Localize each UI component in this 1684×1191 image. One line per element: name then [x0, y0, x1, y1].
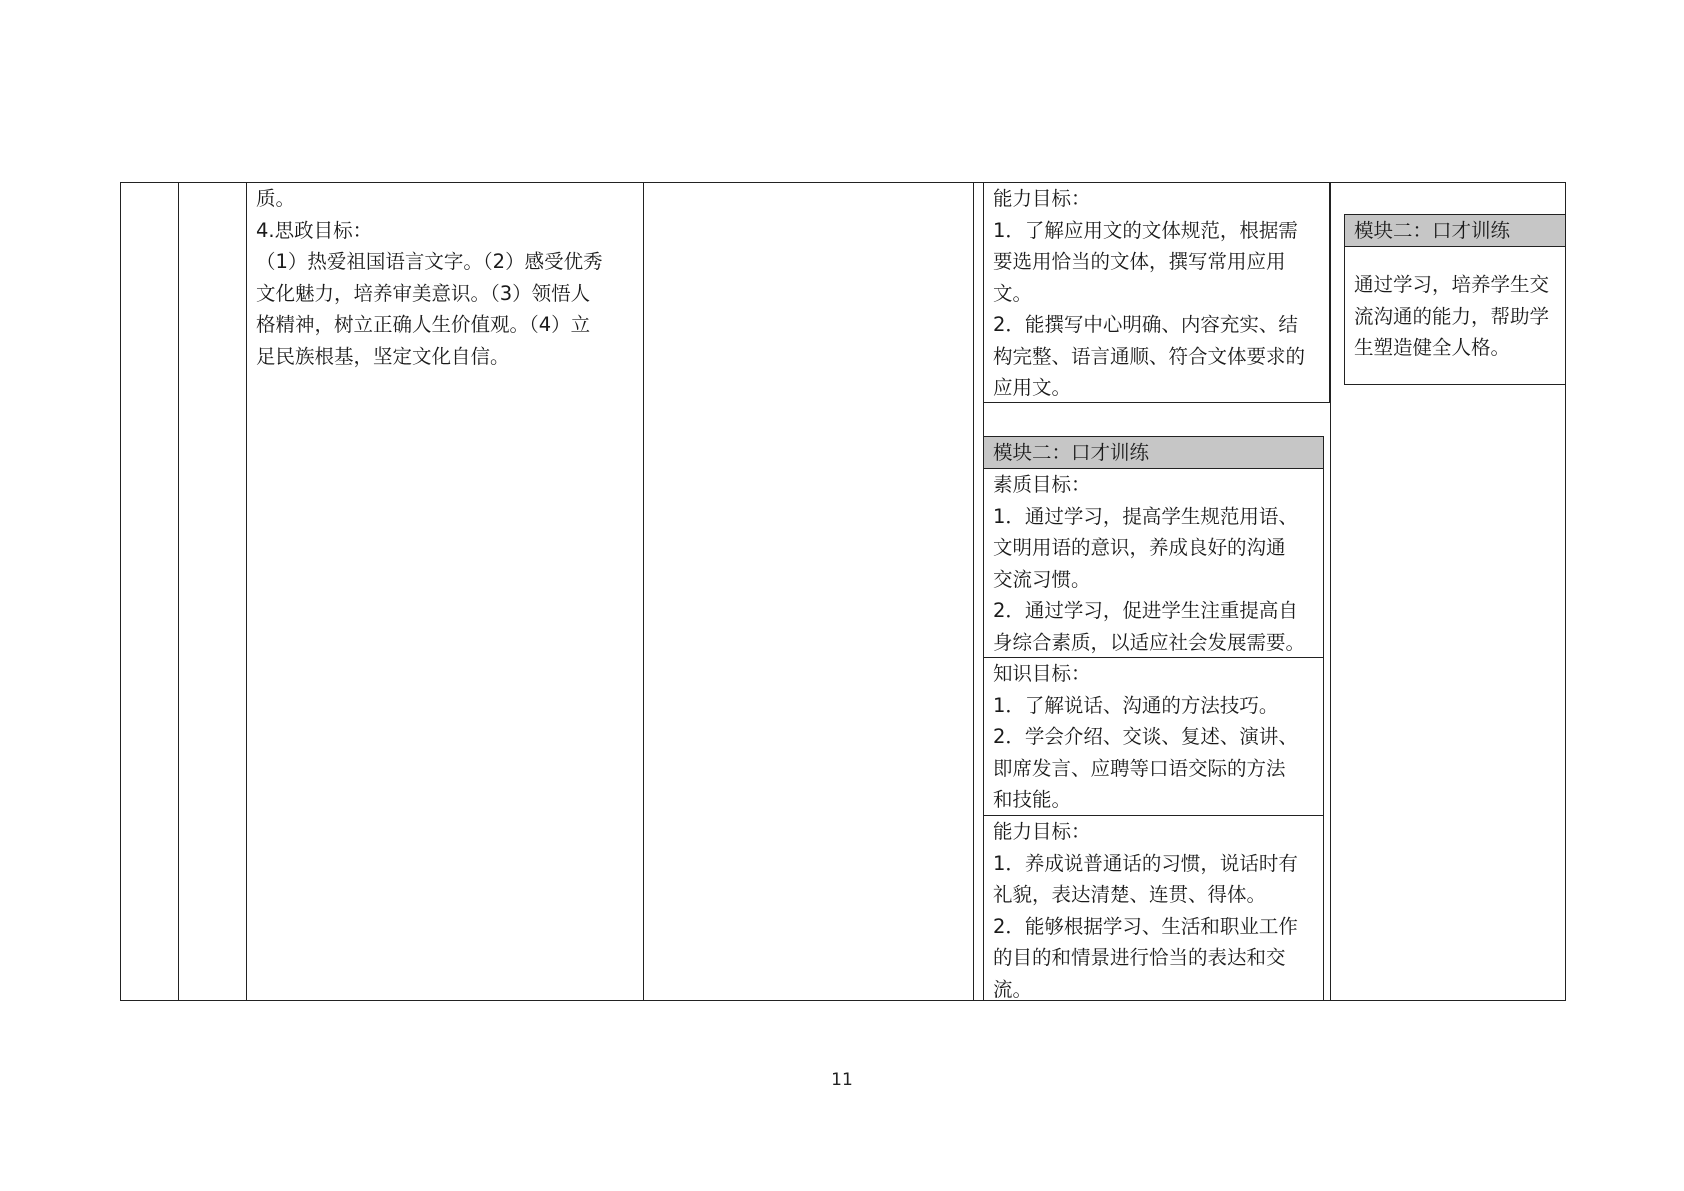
goal-line: 文。 [993, 281, 1033, 305]
summary-title-text: 模块二：口才训练 [1354, 219, 1511, 242]
goals-line: 足民族根基，坚定文化自信。 [256, 344, 510, 368]
page-number: 11 [831, 1070, 853, 1090]
quality-goals [993, 469, 1323, 658]
column-divider-6 [1330, 182, 1331, 1001]
goal-line: 1．了解应用文的文体规范，根据需 [993, 218, 1298, 242]
goal-line: 流。 [993, 977, 1033, 1001]
goal-line: 2．能够根据学习、生活和职业工作 [993, 914, 1298, 938]
goal-line: 礼貌，表达清楚、连贯、得体。 [993, 883, 1267, 906]
goal-line: 的目的和情景进行恰当的表达和交 [993, 946, 1286, 969]
goals-line: 4.思政目标： [256, 218, 373, 242]
summary-line: 通过学习，培养学生交 [1354, 273, 1550, 296]
goals-line: 质。 [256, 187, 296, 210]
summary-line: 流沟通的能力，帮助学 [1354, 304, 1550, 328]
ability-goals-top [993, 183, 1328, 404]
column-divider-4 [973, 182, 974, 1001]
column-divider-1 [178, 182, 179, 1001]
goal-line: 要选用恰当的文体，撰写常用应用 [993, 250, 1286, 273]
goal-line: 2．学会介绍、交谈、复述、演讲、 [993, 725, 1298, 748]
summary-text [1354, 269, 1562, 364]
goal-line: 交流习惯。 [993, 567, 1091, 591]
module-title-text: 模块二：口才训练 [993, 441, 1150, 464]
goal-line: 1．通过学习，提高学生规范用语、 [993, 504, 1298, 528]
goal-line: 和技能。 [993, 788, 1072, 811]
summary-line: 生塑造健全人格。 [1354, 336, 1511, 359]
goal-line: 1．了解说话、沟通的方法技巧。 [993, 693, 1279, 717]
section-heading: 能力目标： [993, 820, 1091, 843]
column-divider-2 [246, 182, 247, 1001]
goal-line: 1．养成说普通话的习惯，说话时有 [993, 851, 1298, 875]
goal-line: 身综合素质，以适应社会发展需要。 [993, 630, 1306, 654]
knowledge-goals [993, 658, 1323, 816]
column-divider-3 [643, 182, 644, 1001]
goals-text-cell [256, 183, 636, 372]
ability-goals [993, 816, 1323, 1005]
goal-line: 2．能撰写中心明确、内容充实、结 [993, 313, 1298, 336]
goal-line: 应用文。 [993, 376, 1072, 399]
section-heading: 素质目标： [993, 473, 1091, 496]
goal-line: 构完整、语言通顺、符合文体要求的 [993, 344, 1306, 368]
goal-line: 文明用语的意识，养成良好的沟通 [993, 536, 1286, 559]
summary-title [1354, 215, 1510, 247]
goals-line: 文化魅力，培养审美意识。（3）领悟人 [256, 281, 591, 305]
goals-line: 格精神，树立正确人生价值观。（4）立 [256, 313, 591, 336]
goal-line: 即席发言、应聘等口语交际的方法 [993, 756, 1286, 780]
goals-line: （1）热爱祖国语言文字。（2）感受优秀 [256, 250, 603, 273]
module-title [993, 437, 1149, 469]
section-heading: 知识目标： [993, 662, 1091, 685]
section-heading: 能力目标： [993, 187, 1091, 210]
goal-line: 2．通过学习，促进学生注重提高自 [993, 599, 1298, 622]
